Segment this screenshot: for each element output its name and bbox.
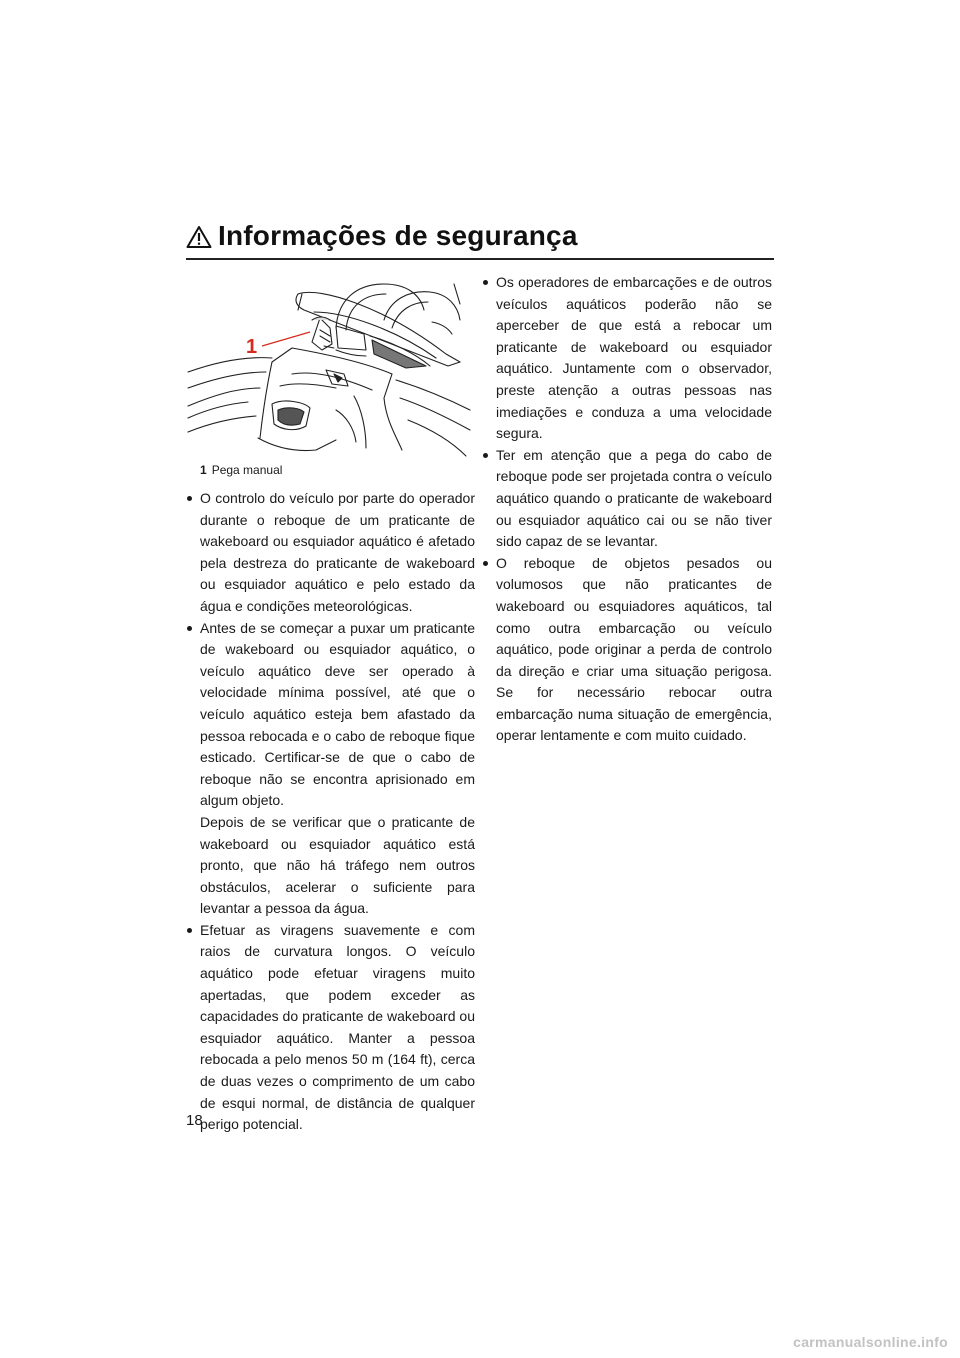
list-item-text: Antes de se começar a puxar um praticante de wakeboard ou esquiador aquático, o veículo aquático deve ser operado à velocidade mínima possível, até que o veículo aquático esteja bem afastado da pessoa rebocada e o cabo de reboque fique esticado. Certificar-se de que o cabo de reboque não se encontra aprisionado em algum objeto. (200, 619, 475, 809)
figure-caption (200, 463, 282, 477)
list-item-text: Efetuar as viragens suavemente e com raios de curvatura longos. O veículo aquático pode efetuar viragens muito apertadas, que podem exceder as capacidades do praticante de wakeboard ou esquiador aquático. Manter a pessoa rebocada a pelo menos 50 m (164 ft), cerca de duas vezes o comprimento de um cabo de esqui normal, de distância de qualquer perigo potencial. (200, 921, 475, 1133)
bullet-icon (483, 453, 488, 458)
list-item (186, 488, 475, 618)
list-item-text: Os operadores de embarcações e de outros veículos aquáticos poderão não se aperceber de que está a rebocar um praticante de wakeboard ou esquiador aquático. Juntamente com o observador, preste atenção a outras pessoas nas imediações e conduza a uma velocidade segura. (496, 274, 772, 442)
bullet-icon (187, 928, 192, 933)
figure-hand-grip (186, 270, 472, 460)
list-item (186, 618, 475, 920)
page-title: Informações de segurança (218, 220, 578, 251)
bullet-icon (483, 280, 488, 285)
figure-callout-number: 1 (246, 336, 258, 358)
list-item (482, 272, 772, 445)
warning-triangle-icon (186, 225, 212, 249)
list-item (186, 920, 475, 1136)
bullet-icon (187, 496, 192, 501)
list-item (482, 445, 772, 553)
list-item-text: Depois de se verificar que o praticante de wakeboard ou esquiador aquático está pronto, que não há tráfego nem outros obstáculos, acelerar o suficiente para levantar a pessoa da água. (200, 813, 475, 917)
right-column (482, 272, 772, 747)
list-item-text: Ter em atenção que a pega do cabo de reboque pode ser projetada contra o veículo aquático quando o praticante de wakeboard ou esquiador aquático cai ou se não tiver sido capaz de se levantar. (496, 446, 772, 550)
caption-number: 1 (200, 463, 207, 477)
left-column (186, 488, 475, 1136)
jet-ski-illustration (186, 270, 472, 460)
list-item-text: O controlo do veículo por parte do operador durante o reboque de um praticante de wakeboard ou esquiador aquático é afetado pela destreza do praticante de wakeboard ou esquiador aquático e pelo estado da água e condições meteorológicas. (200, 490, 475, 614)
bullet-icon (483, 561, 488, 566)
list-item-text: O reboque de objetos pesados ou volumosos que não praticantes de wakeboard ou esquiadores aquáticos, tal como outra embarcação ou veículo aquático, pode originar a perda de controlo da direção e criar uma situação perigosa. Se for necessário rebocar outra embarcação numa situação de emergência, operar lentamente e com muito cuidado. (496, 554, 772, 744)
caption-text: Pega manual (211, 463, 283, 477)
bullet-icon (187, 626, 192, 631)
page-number: 18 (186, 1112, 203, 1129)
watermark: carmanualsonline.info (793, 1334, 948, 1350)
list-item (482, 553, 772, 747)
page-header (186, 222, 774, 260)
